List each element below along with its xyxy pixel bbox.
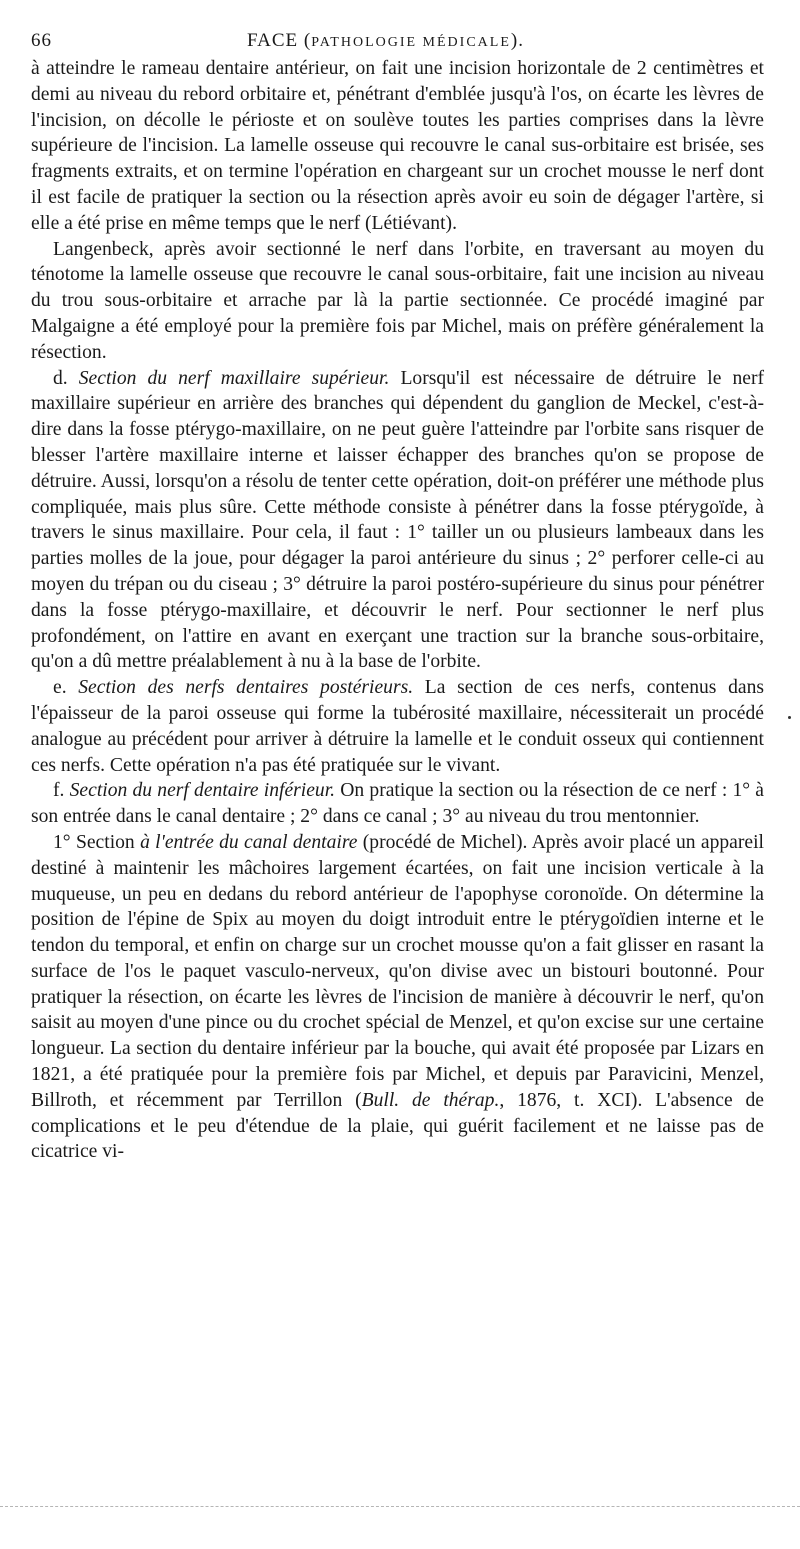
page-number: 66 — [31, 30, 52, 51]
paragraph — [31, 778, 764, 830]
running-head-close: ). — [510, 30, 524, 51]
text-run: 1° Section — [53, 831, 141, 853]
italic-run: Section des nerfs dentaires postérieurs. — [78, 677, 414, 699]
running-head — [247, 30, 524, 52]
italic-run: Section du nerf dentaire inférieur. — [69, 780, 336, 802]
text-run: , 1876, t. XCI). L'absence de complications et le peu d'étendue de la plaie, qui guérit facilement et ne laisse pas de cicatrice vi- — [31, 1089, 764, 1163]
text-run: e. — [53, 677, 79, 699]
running-head-main: FACE ( — [247, 30, 312, 51]
italic-run: à l'entrée du canal dentaire — [140, 831, 358, 853]
paragraph — [31, 56, 764, 237]
paragraph — [31, 675, 764, 778]
running-head-small-caps: PATHOLOGIE MÉDICALE — [311, 35, 511, 50]
paragraph — [31, 237, 764, 366]
bottom-scan-rule — [0, 1506, 800, 1507]
book-page — [31, 30, 764, 1165]
text-run: On pratique la section ou la résection de ce nerf : 1° à son entrée dans le canal dentaire ; 2° dans ce canal ; 3° au niveau du trou mentonnier. — [31, 780, 764, 828]
text-run: La section de ces nerfs, contenus dans l'épaisseur de la paroi osseuse qui forme la tubérosité maxillaire, nécessiterait un procédé analogue au précédent pour arriver à détruire la lamelle et le conduit osseux qui contiennent ces nerfs. Cette opération n'a pas été pratiquée sur le vivant. — [31, 677, 764, 776]
margin-mark — [788, 716, 791, 719]
text-run: f. — [53, 780, 70, 802]
paragraph — [31, 366, 764, 676]
text-run: d. — [53, 367, 79, 389]
text-run: Langenbeck, après avoir sectionné le nerf dans l'orbite, en traversant au moyen du ténotome la lamelle osseuse que recouvre le canal sous-orbitaire, fait une incision au niveau du trou sous-orbitaire et arrache par là la partie sectionnée. Ce procédé imaginé par Malgaigne a été employé pour la première fois par Michel, mais on préfère généralement la résection. — [31, 238, 764, 363]
page-header — [31, 30, 764, 56]
text-run: (procédé de Michel). Après avoir placé un appareil destiné à maintenir les mâchoires largement écartées, on fait une incision verticale à la muqueuse, un peu en dedans du rebord antérieur de l'apophyse coronoïde. On détermine la position de l'épine de Spix au moyen du doigt introduit entre le ptérygoïdien interne et le tendon du temporal, et enfin on charge sur un crochet mousse qu'on a fait glisser en rasant la surface de l'os le paquet vasculo-nerveux, qu'on divise avec un bistouri boutonné. Pour pratiquer la résection, on écarte les lèvres de l'incision de manière à découvrir le nerf, qu'on saisit au moyen d'une pince ou du crochet spécial de Menzel, et qu'on excise sur une certaine longueur. La section du dentaire inférieur par la bouche, qui avait été proposée par Lizars en 1821, a été pratiquée pour la première fois par Michel, et depuis par Paravicini, Menzel, Billroth, et récemment par Terrillon ( — [31, 831, 764, 1111]
italic-run: Bull. de thérap. — [361, 1089, 500, 1111]
italic-run: Section du nerf maxillaire supérieur. — [78, 367, 390, 389]
body-text — [31, 56, 764, 1165]
text-run: à atteindre le rameau dentaire antérieur, on fait une incision horizontale de 2 centimètres et demi au niveau du rebord orbitaire et, pénétrant d'emblée jusqu'à l'os, on écarte les lèvres de l'incision, on décolle le périoste et on soulève toutes les parties comprises dans la lèvre supérieure de l'incision. La lamelle osseuse qui recouvre le canal sus-orbitaire est brisée, ses fragments extraits, et on termine l'opération en chargeant sur un crochet mousse le nerf dont il est facile de pratiquer la section ou la résection après avoir eu soin de dégager l'artère, si elle a été prise en même temps que le nerf (Létiévant). — [31, 58, 764, 234]
text-run: Lorsqu'il est nécessaire de détruire le nerf maxillaire supérieur en arrière des branches qui dépendent du ganglion de Meckel, c'est-à-dire dans la fosse ptérygo-maxillaire, on ne peut guère l'atteindre par l'orbite sans risquer de blesser l'artère maxillaire interne et laisser échapper des branches qu'on se propose de détruire. Aussi, lorsqu'on a résolu de tenter cette opération, doit-on préférer une méthode plus compliquée, mais plus sûre. Cette méthode consiste à pénétrer dans la fosse ptérygoïde, à travers le sinus maxillaire. Pour cela, il faut : 1° tailler un ou plusieurs lambeaux dans les parties molles de la joue, pour dégager la paroi antérieure du sinus ; 2° perforer celle-ci au moyen du trépan ou du ciseau ; 3° détruire la paroi postéro-supérieure du sinus pour pénétrer dans la fosse ptérygo-maxillaire, et découvrir le nerf. Pour sectionner le nerf plus profondément, on l'attire en avant en exerçant une traction sur la branche sous-orbitaire, qu'on a dû mettre préalablement à nu à la base de l'orbite. — [31, 367, 765, 673]
paragraph — [31, 830, 764, 1165]
